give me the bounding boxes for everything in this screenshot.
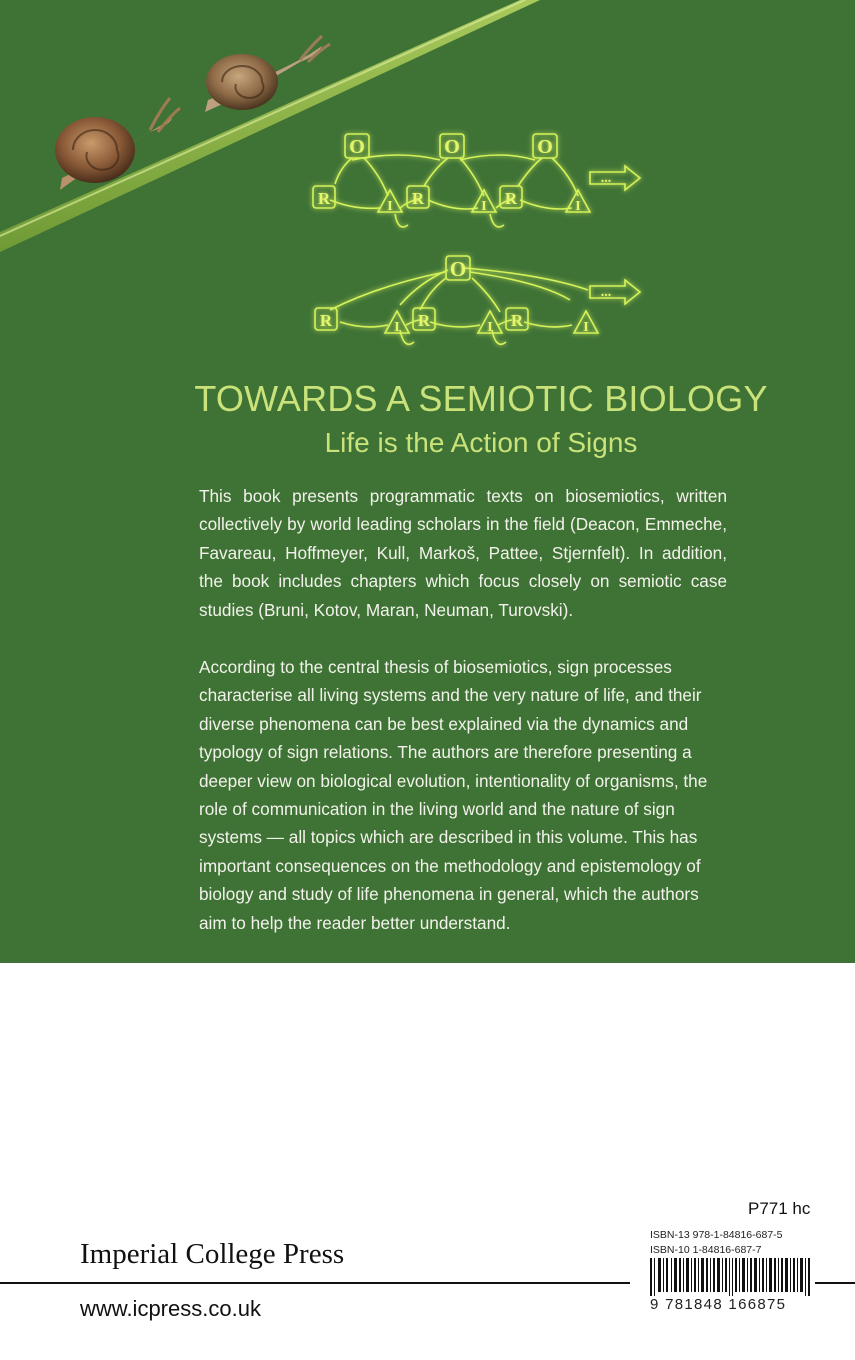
diagram-node-object: O (537, 136, 553, 158)
publisher-name: Imperial College Press (80, 1238, 345, 1270)
blurb-paragraph: According to the central thesis of biosemiotics, sign processes characterise all living systems and the very nature of life, and their diverse phenomena can be best explained via the dynamics and typology of sign relations. The authors are therefore presenting a deeper view on biological evolution, intentionality of organisms, the role of communication in the living world and the nature of sign systems — all topics which are described in this volume. This has important consequences on the methodology and epistemology of biology and study of life phenomena in general, which the authors aim to help the reader better understand. (199, 657, 708, 933)
diagram-node-interpretant: I (387, 199, 393, 214)
diagram-node-representamen: R (317, 189, 331, 208)
footer-divider (815, 1282, 855, 1284)
diagram-continuation-label: ... (600, 171, 612, 186)
diagram-node-interpretant: I (575, 199, 581, 214)
diagram-node-interpretant: I (583, 320, 589, 335)
diagram-node-representamen: R (417, 311, 431, 330)
price-code: P771 hc (748, 1199, 811, 1218)
diagram-node-representamen: R (319, 311, 333, 330)
diagram-node-interpretant: I (481, 199, 487, 214)
publisher-website: www.icpress.co.uk (80, 1296, 261, 1321)
diagram-node-object: O (349, 136, 365, 158)
barcode-number: 9 781848 166875 (650, 1296, 787, 1313)
diagram-node-representamen: R (510, 311, 524, 330)
isbn-10: ISBN-10 1-84816-687-7 (650, 1244, 762, 1256)
barcode-image (650, 1258, 815, 1296)
book-title: TOWARDS A SEMIOTIC BIOLOGY (194, 378, 768, 419)
diagram-node-interpretant: I (487, 320, 493, 335)
diagram-continuation-label: ... (600, 285, 612, 300)
footer-divider (0, 1282, 630, 1284)
diagram-node-object: O (444, 136, 460, 158)
diagram-node-representamen: R (504, 189, 518, 208)
blurb-paragraph: This book presents programmatic texts on biosemiotics, written collectively by world leading scholars in the field (Deacon, Emmeche, Favareau, Hoffmeyer, Kull, Markoš, Pattee, Stjernfelt). In addition, the book includes chapters which focus closely on semiotic case studies (Bruni, Kotov, Maran, Neuman, Turovski). (199, 486, 727, 620)
diagram-node-interpretant: I (394, 320, 400, 335)
diagram-node-object: O (449, 257, 467, 281)
diagram-node-representamen: R (411, 189, 425, 208)
semiosis-habit-diagram (315, 256, 640, 344)
book-subtitle: Life is the Action of Signs (324, 427, 638, 458)
isbn-13: ISBN-13 978-1-84816-687-5 (650, 1229, 783, 1241)
